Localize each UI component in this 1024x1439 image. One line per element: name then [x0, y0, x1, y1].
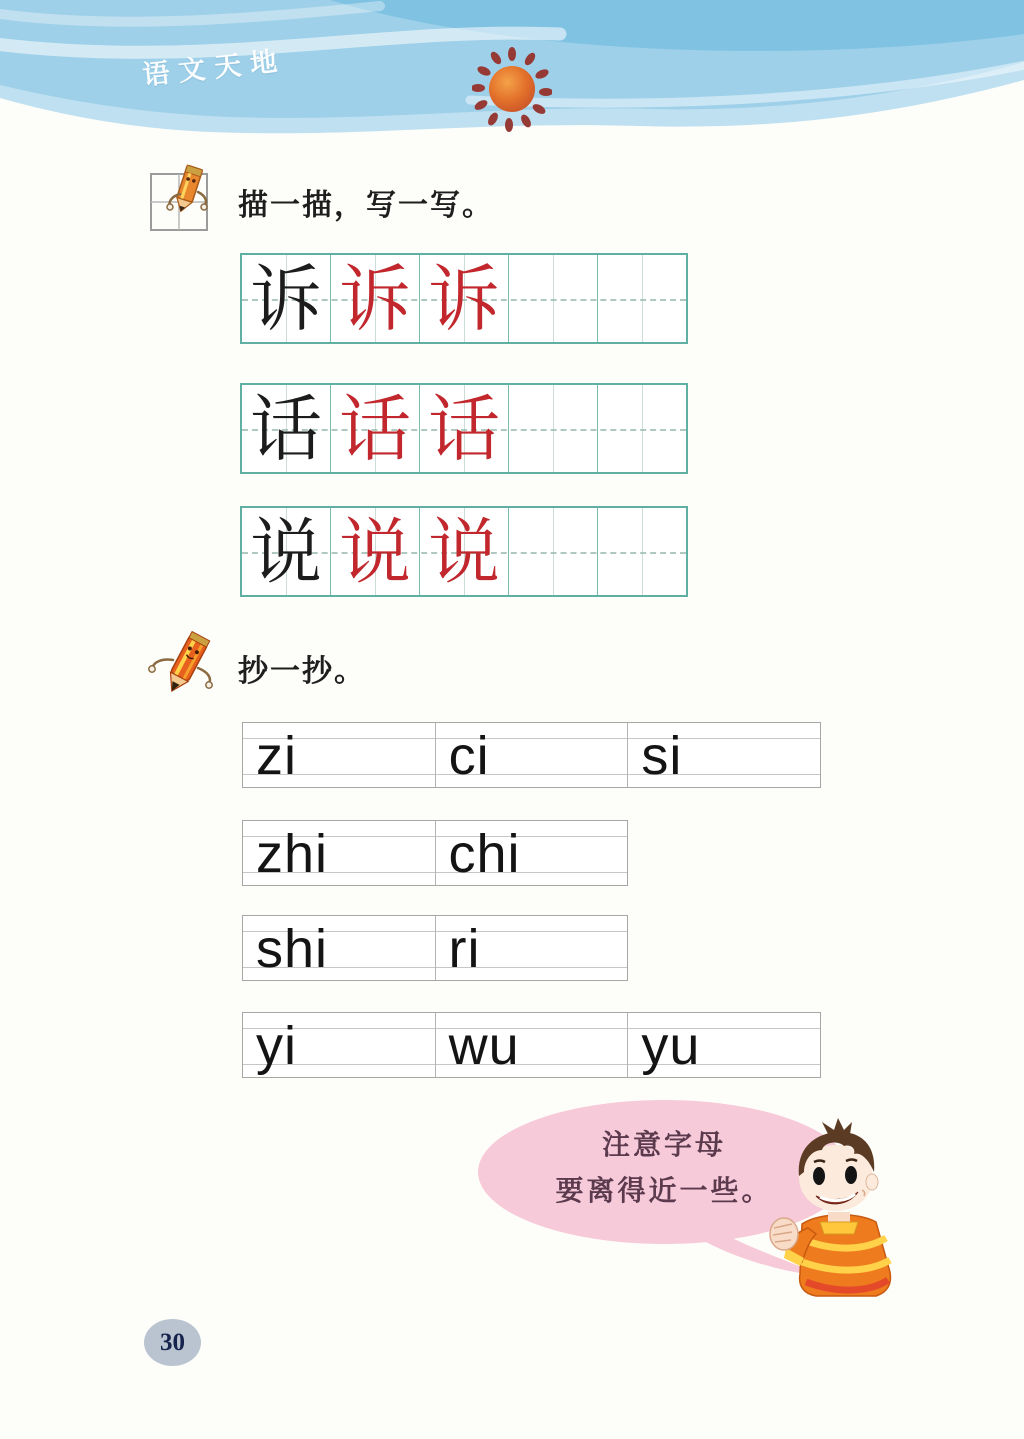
practice-character: 话	[427, 386, 500, 471]
boy-illustration	[758, 1116, 922, 1300]
practice-cell	[242, 508, 330, 595]
pinyin-cell: wu	[435, 1013, 628, 1077]
practice-character: 话	[338, 386, 411, 471]
trace-section-title: 描一描，写一写。	[238, 188, 494, 223]
practice-cell	[242, 255, 330, 342]
practice-cell	[330, 508, 419, 595]
sun-icon	[472, 46, 552, 134]
character-practice-row	[240, 506, 688, 597]
pinyin-cell: si	[627, 723, 820, 787]
pinyin-cell: ci	[435, 723, 628, 787]
bubble-line-2: 要离得近一些。	[555, 1174, 773, 1207]
copy-section-title: 抄一抄。	[238, 654, 366, 689]
pinyin-cell: ri	[435, 916, 628, 980]
practice-cell	[508, 508, 597, 595]
practice-cell	[508, 385, 597, 472]
page-number: 30	[160, 1328, 185, 1356]
pinyin-writing-row	[242, 722, 821, 788]
practice-cell	[419, 255, 508, 342]
character-practice-row	[240, 253, 688, 344]
practice-cell	[597, 255, 686, 342]
practice-character: 诉	[249, 256, 322, 341]
practice-character: 说	[427, 509, 500, 594]
practice-character: 说	[249, 509, 322, 594]
practice-cell	[330, 385, 419, 472]
page-number-badge	[144, 1319, 201, 1366]
practice-cell	[597, 508, 686, 595]
pinyin-cell: yu	[627, 1013, 820, 1077]
character-practice-row	[240, 383, 688, 474]
practice-cell	[419, 508, 508, 595]
pinyin-cell: zi	[256, 726, 297, 786]
pencil-grid-icon	[146, 164, 224, 234]
practice-cell	[508, 255, 597, 342]
pinyin-cell: yi	[256, 1016, 297, 1076]
pinyin-writing-row	[242, 915, 628, 981]
pinyin-writing-row	[242, 1012, 821, 1078]
practice-cell	[330, 255, 419, 342]
pinyin-cell: zhi	[256, 824, 329, 884]
pencil-mascot-icon	[146, 628, 222, 708]
pinyin-writing-row	[242, 820, 628, 886]
practice-cell	[419, 385, 508, 472]
practice-cell	[242, 385, 330, 472]
page-title: 语文天地	[141, 45, 288, 92]
pinyin-cell: chi	[435, 821, 628, 885]
practice-character: 话	[249, 386, 322, 471]
pinyin-cell: shi	[256, 919, 329, 979]
practice-character: 诉	[427, 256, 500, 341]
bubble-line-1: 注意字母	[601, 1128, 726, 1161]
practice-character: 诉	[338, 256, 411, 341]
practice-cell	[597, 385, 686, 472]
practice-character: 说	[338, 509, 411, 594]
